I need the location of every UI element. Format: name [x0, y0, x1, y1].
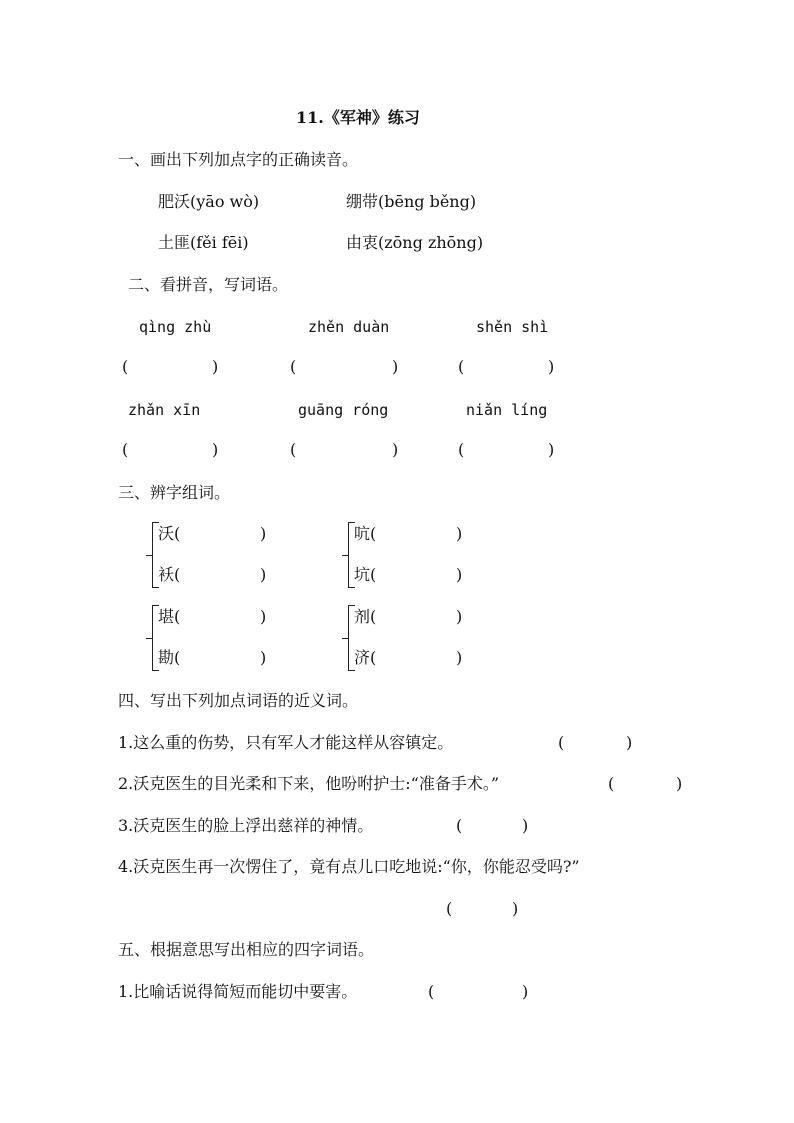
synonym-question-4: 4.沃克医生再一次愣住了，竟有点儿口吃地说:“你，你能忍受吗?” [118, 857, 580, 876]
pinyin-2: zhěn duàn [308, 318, 390, 336]
word-pair-2a: 吭( [354, 524, 377, 543]
section-1-heading: 一、画出下列加点字的正确读音。 [118, 150, 359, 169]
answer-blank-close: ) [392, 440, 399, 459]
pronunciation-item-4: 由衷(zōng zhōng) [346, 233, 484, 252]
word-pair-2a-close: ) [456, 524, 463, 543]
section-2-heading: 二、看拼音，写词语。 [128, 275, 289, 294]
pinyin-5: guāng róng [298, 401, 389, 419]
word-pair-2b-close: ) [456, 565, 463, 584]
answer-blank-close: ) [392, 357, 399, 376]
answer-blank-close: ) [548, 440, 555, 459]
answer-blank-close: ) [548, 357, 555, 376]
word-pair-1b: 袄( [158, 565, 181, 584]
answer-blank-open: ( [458, 357, 465, 376]
answer-blank-close: ) [522, 982, 529, 1001]
answer-blank-open: ( [428, 982, 435, 1001]
answer-blank-open: ( [458, 440, 465, 459]
section-5-heading: 五、根据意思写出相应的四字词语。 [118, 940, 375, 959]
word-pair-1a-close: ) [260, 524, 267, 543]
idiom-question-1: 1.比喻话说得简短而能切中要害。 [118, 982, 358, 1001]
answer-blank-open: ( [290, 440, 297, 459]
answer-blank-open: ( [122, 440, 129, 459]
synonym-question-1: 1.这么重的伤势，只有军人才能这样从容镇定。 [118, 733, 454, 752]
word-pair-4a-close: ) [456, 607, 463, 626]
answer-blank-open: ( [122, 357, 129, 376]
pinyin-4: zhǎn xīn [128, 401, 201, 419]
answer-blank-open: ( [608, 774, 615, 793]
answer-blank-close: ) [676, 774, 683, 793]
pinyin-3: shěn shì [476, 318, 549, 336]
pinyin-6: niǎn líng [466, 401, 548, 419]
section-3-heading: 三、辨字组词。 [118, 483, 231, 502]
word-pair-2b: 坑( [354, 565, 377, 584]
section-4-heading: 四、写出下列加点词语的近义词。 [118, 691, 359, 710]
answer-blank-close: ) [626, 733, 633, 752]
answer-blank-close: ) [212, 440, 219, 459]
pinyin-1: qìng zhù [139, 318, 212, 336]
word-pair-4b: 济( [354, 648, 377, 667]
synonym-question-3: 3.沃克医生的脸上浮出慈祥的神情。 [118, 816, 374, 835]
pronunciation-item-2: 绷带(bēng běng) [346, 192, 477, 211]
page-title: 11.《军神》练习 [296, 108, 420, 127]
word-pair-3b: 勘( [158, 648, 181, 667]
word-pair-1a: 沃( [158, 524, 181, 543]
word-pair-3a: 堪( [158, 607, 181, 626]
answer-blank-close: ) [512, 899, 519, 918]
answer-blank-open: ( [290, 357, 297, 376]
answer-blank-open: ( [446, 899, 453, 918]
word-pair-1b-close: ) [260, 565, 267, 584]
answer-blank-close: ) [212, 357, 219, 376]
word-pair-3b-close: ) [260, 648, 267, 667]
synonym-question-2: 2.沃克医生的目光柔和下来，他吩咐护士:“准备手术。” [118, 774, 500, 793]
word-pair-4b-close: ) [456, 648, 463, 667]
pronunciation-item-1: 肥沃(yāo wò) [158, 192, 260, 211]
pronunciation-item-3: 土匪(fěi fēi) [158, 233, 249, 252]
answer-blank-close: ) [522, 816, 529, 835]
word-pair-4a: 剂( [354, 607, 377, 626]
word-pair-3a-close: ) [260, 607, 267, 626]
answer-blank-open: ( [558, 733, 565, 752]
answer-blank-open: ( [456, 816, 463, 835]
